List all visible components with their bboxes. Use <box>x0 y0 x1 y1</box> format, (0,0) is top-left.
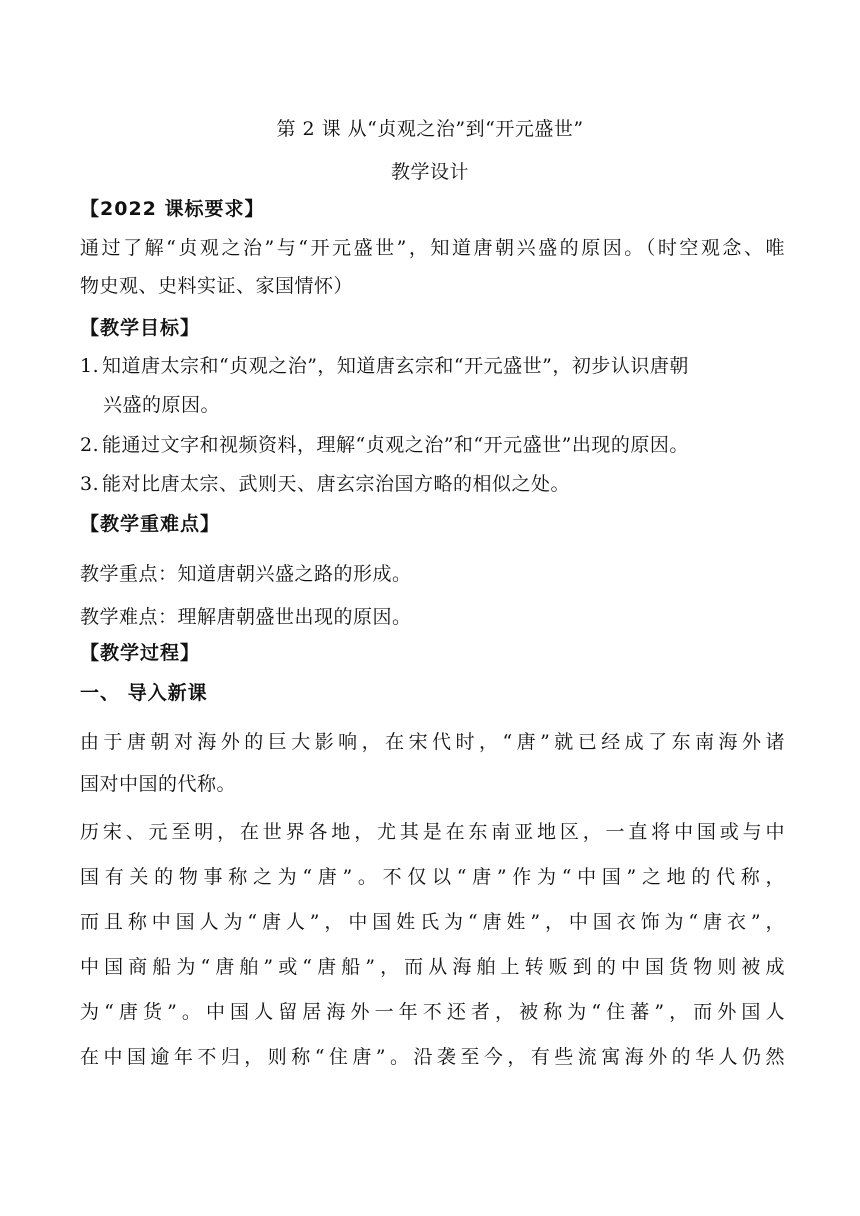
para2-line-4: 中国商船为“唐舶”或“唐船”，而从海舶上转贩到的中国货物则被成 <box>80 956 785 978</box>
para2-line-5: 为“唐货”。中国人留居海外一年不还者，被称为“住蕃”，而外国人 <box>80 1001 785 1023</box>
para2-line-6: 在中国逾年不归，则称“住唐”。沿袭至今，有些流寓海外的华人仍然 <box>80 1046 785 1068</box>
goal-item-1-cont: 兴盛的原因。 <box>103 394 221 416</box>
goal-number: 1. <box>80 355 100 377</box>
teaching-difficulty: 教学难点：理解唐朝盛世出现的原因。 <box>80 606 412 628</box>
standard-line-1: 通过了解“贞观之治”与“开元盛世”，知道唐朝兴盛的原因。（时空观念、唯 <box>80 237 785 259</box>
document-subtitle: 教学设计 <box>390 161 469 183</box>
para2-line-1: 历宋、元至明，在世界各地，尤其是在东南亚地区，一直将中国或与中 <box>80 821 785 843</box>
goal-number: 3. <box>80 473 100 495</box>
goal-text: 能通过文字和视频资料，理解“贞观之治”和“开元盛世”出现的原因。 <box>102 434 689 456</box>
process-heading: 【教学过程】 <box>80 642 201 664</box>
goal-item-3 <box>80 471 785 497</box>
goals-heading: 【教学目标】 <box>80 317 201 339</box>
process-step-1: 一、 导入新课 <box>80 682 208 704</box>
goal-text: 知道唐太宗和“贞观之治”，知道唐玄宗和“开元盛世”，初步认识唐朝 <box>102 355 689 377</box>
standard-heading: 【2022 课标要求】 <box>80 198 265 220</box>
goal-number: 2. <box>80 434 100 456</box>
goal-text: 能对比唐太宗、武则天、唐玄宗治国方略的相似之处。 <box>102 473 571 495</box>
goal-item-2 <box>80 432 785 458</box>
para1-line-2: 国对中国的代称。 <box>80 773 237 795</box>
keypoints-heading: 【教学重难点】 <box>80 513 221 535</box>
teaching-focus: 教学重点：知道唐朝兴盛之路的形成。 <box>80 563 412 585</box>
standard-line-2: 物史观、史料实证、家国情怀） <box>80 275 354 297</box>
para2-line-2: 国有关的物事称之为“唐”。不仅以“唐”作为“中国”之地的代称， <box>80 866 785 888</box>
para1-line-1: 由于唐朝对海外的巨大影响，在宋代时，“唐”就已经成了东南海外诸 <box>80 731 785 753</box>
para2-line-3: 而且称中国人为“唐人”，中国姓氏为“唐姓”，中国衣饰为“唐衣”， <box>80 911 785 933</box>
document-title: 第 2 课 从“贞观之治”到“开元盛世” <box>276 118 584 140</box>
goal-item-1 <box>80 353 785 379</box>
